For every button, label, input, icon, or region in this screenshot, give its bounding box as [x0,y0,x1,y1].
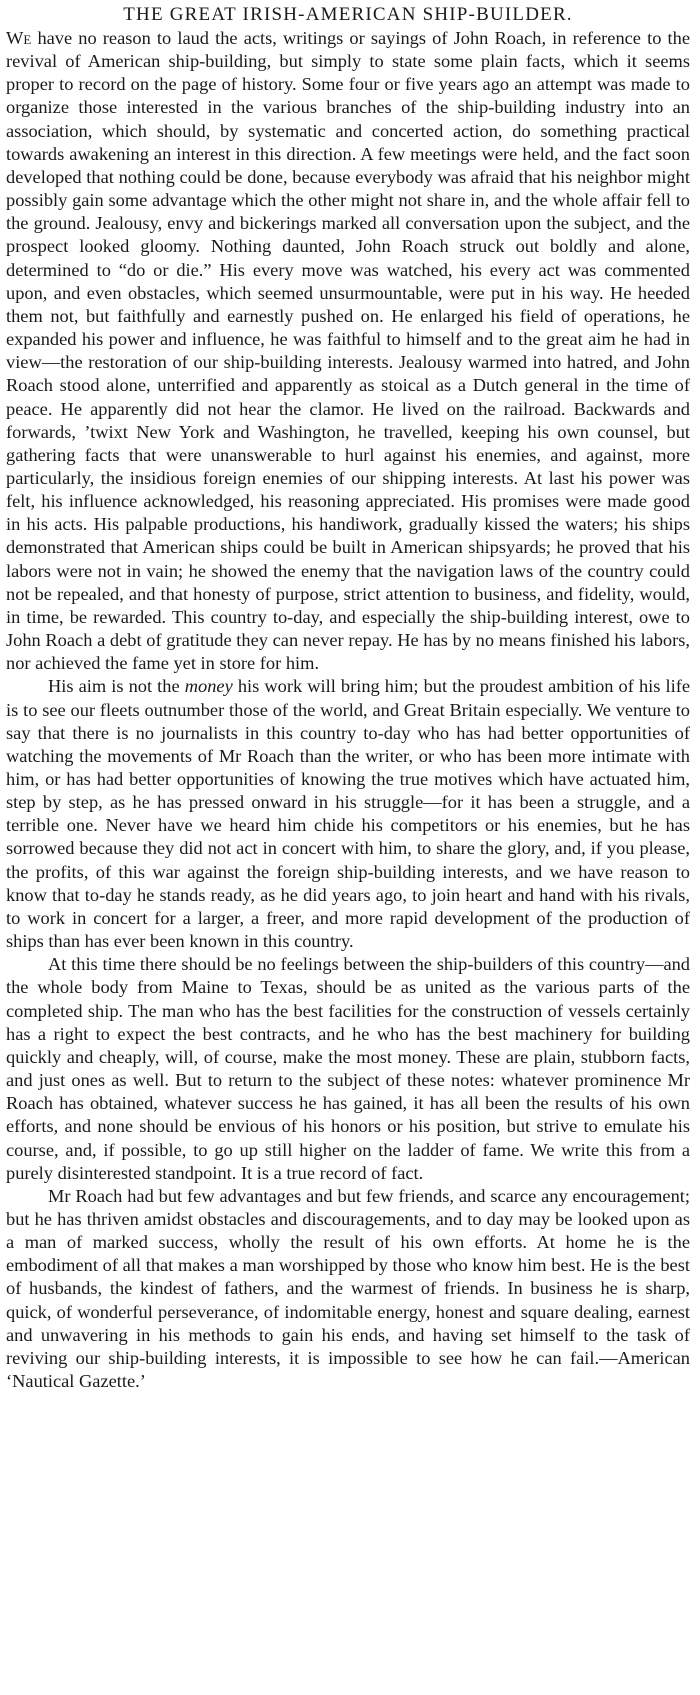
paragraph-2-emphasis: money [184,676,233,697]
paragraph-1 [6,27,690,675]
article-headline: THE GREAT IRISH-AMERICAN SHIP-BUILDER. [123,4,573,25]
paragraph-1-body: have no reason to laud the acts, writings or sayings of John Roach, in reference to the revival of American ship-building, but simply to state some plain facts, which it seems proper to record on the page of history. Some four or five years ago an attempt was made to organize those interested in the various branches of the ship-building industry into an association, which should, by systematic and concerted action, do something practical towards awakening an interest in this direction. A few meetings were held, and the fact soon developed that nothing could be done, because everybody was afraid that his neighbor might possibly gain some advantage which the other might not share in, and the whole affair fell to the ground. Jealousy, envy and bickerings marked all conversation upon the subject, and the prospect looked gloomy. Nothing daunted, John Roach struck out boldly and alone, determined to “do or die.” His every move was watched, his every act was commented upon, and even obstacles, which seemed unsurmountable, were put in his way. He heeded them not, but faithfully and earnestly pushed on. He enlarged his field of operations, he expanded his power and influence, he was faithful to himself and to the great aim he had in view—the restoration of our ship-building interests. Jealousy warmed into hatred, and John Roach stood alone, unterrified and apparently as stoical as a Dutch general in the time of peace. He apparently did not hear the clamor. He lived on the railroad. Backwards and forwards, ’twixt New York and Washington, he travelled, keeping his own counsel, but gathering facts that were unanswerable to hurl against his enemies, and against, more particularly, the insidious foreign enemies of our shipping interests. At last his power was felt, his influence acknowledged, his reasoning appreciated. His promises were made good in his acts. His palpable productions, his handiwork, gradually kissed the waters; his ships demonstrated that American ships could be built in American shipsyards; he proved that his labors were not in vain; he showed the enemy that the navigation laws of the country could not be repealed, and that honesty of purpose, strict attention to business, and fidelity, would, in time, be rewarded. This country to-day, and especially the ship-building interest, owe to John Roach a debt of gratitude they can never repay. He has by no means finished his labors, nor achieved the fame yet in store for him. [6,28,690,674]
paragraph-2-rest: his work will bring him; but the proudest ambition of his life is to see our fleets outnumber those of the world, and Great Britain especially. We venture to say that there is no journalists in this country to-day who has had better opportunities of watching the movements of Mr Roach than the writer, or who has been more intimate with him, or has had better opportunities of knowing the true motives which have actuated him, step by step, as he has pressed onward in his struggle—for it has been a struggle, and a terrible one. Never have we heard him chide his competitors or his enemies, but he has sorrowed because they did not act in concert with him, to share the glory, and, if you please, the profits, of this war against the foreign ship-building interests, and we have reason to know that to-day he stands ready, as he did years ago, to join heart and hand with his rivals, to work in concert for a larger, a freer, and more rapid development of the production of ships than has ever been known in this country. [6,676,690,952]
paragraph-2 [6,675,690,953]
paragraph-1-lead-word: We [6,28,32,48]
paragraph-3: At this time there should be no feelings between the ship-builders of this country—and the whole body from Maine to Texas, should be as united as the various parts of the completed ship. The man who has the best facilities for the construction of vessels certainly has a right to expect the best contracts, and he who has the best machinery for building quickly and cheaply, will, of course, make the most money. These are plain, stubborn facts, and just ones as well. But to return to the subject of these notes: whatever prominence Mr Roach has obtained, whatever success he has gained, it has all been the results of his own efforts, and none should be envious of his honors or his position, but strive to emulate his course, and, if possible, to go up still higher on the ladder of fame. We write this from a purely disinterested standpoint. It is a true record of fact. [6,954,690,1183]
paragraph-2-start: His aim is not the [48,676,180,697]
paragraph-4: Mr Roach had but few advantages and but few friends, and scarce any encouragement; but he has thriven amidst obstacles and discouragements, and to day may be looked upon as a man of marked success, wholly the result of his own efforts. At home he is the embodiment of all that makes a man worshipped by those who know him best. He is the best of husbands, the kindest of fathers, and the warmest of friends. In business he is sharp, quick, of wonderful perseverance, of indomitable energy, honest and square dealing, earnest and unwavering in his methods to gain his ends, and having set himself to the task of reviving our ship-building interests, it is impossible to see how he can fail.—American ‘Nautical Gazette.’ [6,1185,690,1392]
